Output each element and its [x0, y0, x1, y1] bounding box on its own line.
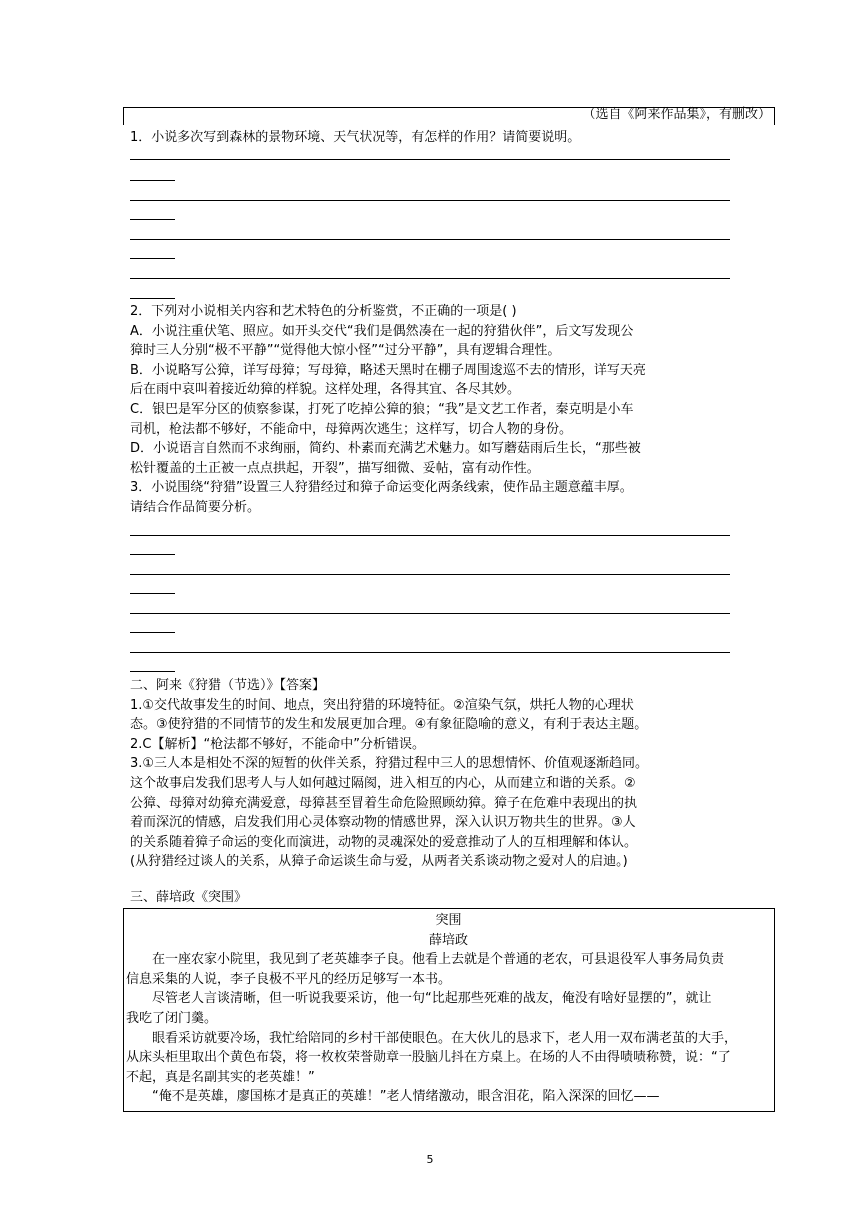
- question-2: [130, 302, 730, 518]
- passage-paragraph-cont: 我吃了闭门羹。: [126, 1010, 218, 1026]
- question-3: 3．小说围绕“狩猎”设置三人狩猎经过和獐子命运变化两条线索，使作品主题意蕴丰厚。: [130, 480, 633, 496]
- answer-line: [130, 535, 730, 536]
- passage-paragraph-cont: 信息采集的人说，李子良极不平凡的经历足够写一本书。: [126, 971, 452, 987]
- answer-3: 3.①三人本是相处不深的短暂的伙伴关系，狩猎过程中三人的思想情怀、价值观逐渐趋同。: [130, 756, 649, 772]
- answer-3-cont: 的关系随着獐子命运的变化而演进，动物的灵魂深处的爱意推动了人的互相理解和体认。: [130, 834, 638, 850]
- option-b: B．小说略写公獐，详写母獐；写母獐，略述天黑时在棚子周围逡巡不去的情形，详写天亮: [130, 362, 646, 378]
- passage-paragraph: 眼看采访就要冷场，我忙给陪同的乡村干部使眼色。在大伙儿的恳求下，老人用一双布满老茧的大手，: [126, 1030, 738, 1046]
- option-a-cont: 獐时三人分别“极不平静”“觉得他大惊小怪”“过分平静”，具有逻辑合理性。: [130, 343, 561, 359]
- answer-3-cont: 这个故事启发我们思考人与人如何越过隔阂，进入相互的内心，从而建立和谐的关系。②: [130, 775, 636, 791]
- answer-line: [130, 652, 730, 653]
- answer-1: 1.①交代故事发生的时间、地点，突出狩猎的环境特征。②渲染气氛，烘托人物的心理状: [130, 697, 634, 713]
- option-c-cont: 司机，枪法都不够好，不能命中，母獐两次逃生；这样写，切合人物的身份。: [130, 421, 573, 437]
- passage-paragraph: “俺不是英雄，廖国栋才是真正的英雄！”老人情绪激动，眼含泪花，陷入深深的回忆——: [126, 1089, 660, 1105]
- answer-3-cont: 着而深沉的情感，启发我们用心灵体察动物的情感世界，深入认识万物共生的世界。③人: [130, 815, 636, 831]
- answer-line: [130, 159, 730, 160]
- answer-line-short: [130, 180, 175, 181]
- answer-heading: 二、阿来《狩猎（节选）》【答案】: [130, 678, 326, 693]
- answer-line-short: [130, 554, 175, 555]
- answer-line: [130, 574, 730, 575]
- question-1: [130, 128, 730, 148]
- answer-line-short: [130, 258, 175, 259]
- option-c: C．银巴是军分区的侦察参谋，打死了吃掉公獐的狼；“我”是文艺工作者，秦克明是小车: [130, 401, 634, 417]
- passage-paragraph-cont: 从床头柜里取出个黄色布袋，将一枚枚荣誉勋章一股脑儿抖在方桌上。在场的人不由得啧啧称赞，说：“了: [126, 1050, 731, 1066]
- passage-paragraph: 在一座农家小院里，我见到了老英雄李子良。他看上去就是个普通的老农，可县退役军人事务局负责: [126, 952, 725, 968]
- page-number: 5: [426, 1153, 434, 1166]
- answer-line: [130, 200, 730, 201]
- option-d: D．小说语言自然而不求绚丽，简约、朴素而充满艺术魅力。如写蘑菇雨后生长，“那些被: [130, 441, 641, 457]
- passage-paragraph: 尽管老人言谈清晰，但一听说我要采访，他一句“比起那些死难的战友，俺没有啥好显摆的”，就让: [126, 991, 712, 1007]
- question-1-text: 1．小说多次写到森林的景物环境、天气状况等，有怎样的作用？请简要说明。: [130, 130, 581, 145]
- answer-3-cont: 公獐、母獐对幼獐充满爱意，母獐甚至冒着生命危险照顾幼獐。獐子在危难中表现出的执: [130, 795, 638, 811]
- question-2-stem: 2．下列对小说相关内容和艺术特色的分析鉴赏，不正确的一项是( ): [130, 304, 517, 319]
- answer-line-short: [130, 593, 175, 594]
- answer-line-short: [130, 671, 175, 672]
- answer-1-cont: 态。③使狩猎的不同情节的发生和发展更加合理。④有象征隐喻的意义，有利于表达主题。: [130, 717, 648, 733]
- answer-3-cont: (从狩猎经过谈人的关系，从獐子命运谈生命与爱，从两者关系谈动物之爱对人的启迪。): [130, 854, 628, 870]
- section-3-heading-text: 三、薛培政《突围》: [130, 890, 248, 905]
- option-d-cont: 松针覆盖的土正被一点点拱起，开裂”，描写细微、妥帖，富有动作性。: [130, 460, 540, 476]
- passage-paragraph-cont: 不起，真是名副其实的老英雄！”: [126, 1069, 315, 1085]
- answer-line: [130, 278, 730, 279]
- answer-line: [130, 239, 730, 240]
- source-note: （选自《阿来作品集》，有删改）: [582, 107, 771, 122]
- answer-line-short: [130, 219, 175, 220]
- option-a: A．小说注重伏笔、照应。如开头交代“我们是偶然凑在一起的狩猎伙伴”，后文写发现公: [130, 323, 634, 339]
- section-3-heading: [130, 888, 730, 908]
- question-3-cont: 请结合作品简要分析。: [130, 499, 261, 515]
- passage-title: 突围: [435, 913, 462, 928]
- option-b-cont: 后在雨中哀叫着接近幼獐的样貌。这样处理，各得其宜、各尽其妙。: [130, 382, 521, 398]
- passage-author: 薛培政: [428, 932, 468, 948]
- answer-section: [130, 676, 730, 872]
- answer-2: 2.C【解析】“枪法都不够好，不能命中”分析错误。: [130, 736, 425, 752]
- passage: [126, 911, 771, 1107]
- answer-line-short: [130, 298, 175, 299]
- answer-line: [130, 613, 730, 614]
- answer-line-short: [130, 632, 175, 633]
